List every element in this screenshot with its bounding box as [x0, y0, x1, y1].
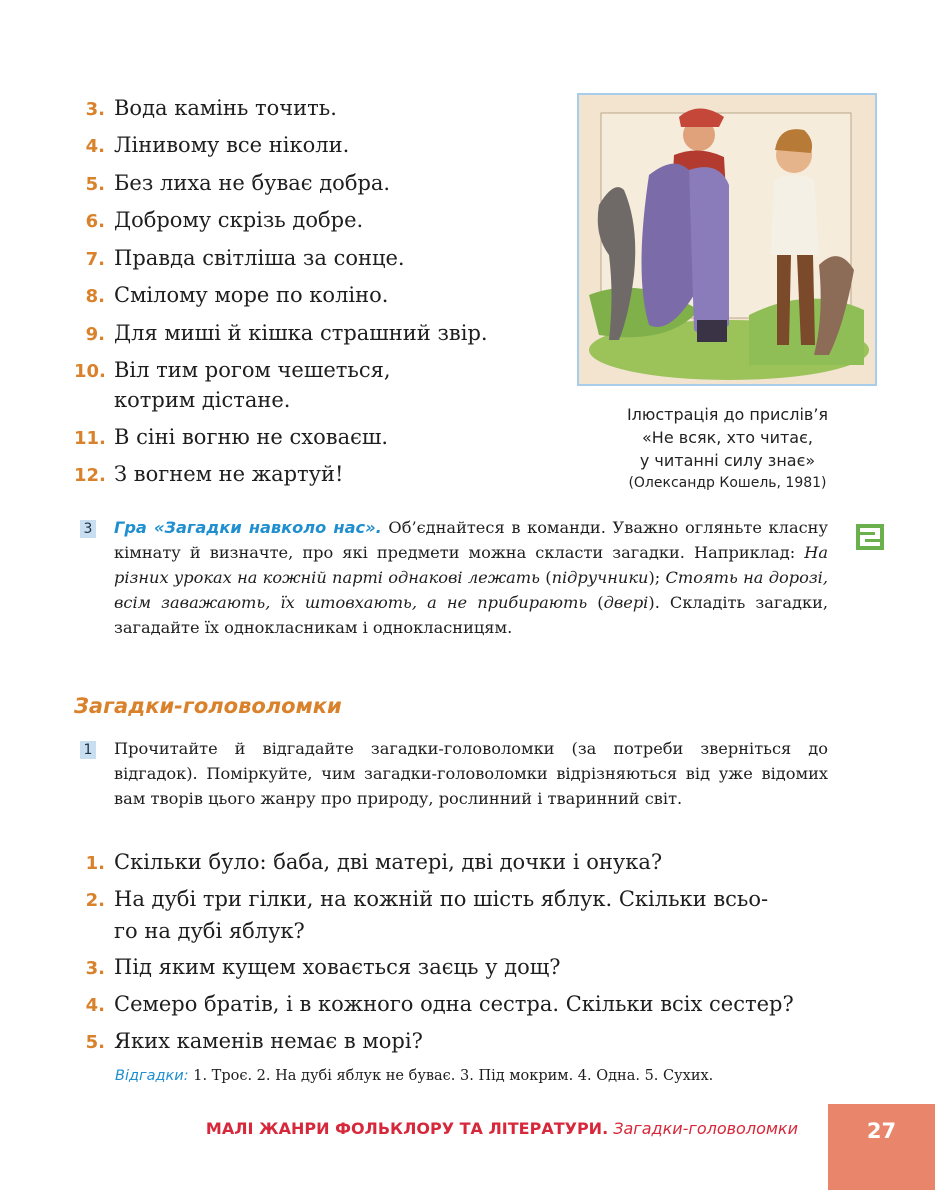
illustration-image — [577, 93, 877, 386]
riddle-text-continuation: го на дубі яблук? — [114, 919, 305, 943]
task-text: ). Складіть загадки, загадайте їх однокласникам і однокласницям. — [114, 593, 828, 637]
footer-chapter-title: МАЛІ ЖАНРИ ФОЛЬКЛОРУ ТА ЛІТЕРАТУРИ. — [205, 1119, 609, 1138]
caption-line: у читанні силу знає» — [639, 451, 816, 470]
task-text: ( — [587, 593, 604, 612]
proverb-text: З вогнем не жартуй! — [114, 462, 344, 486]
riddle-number: 1. — [85, 853, 105, 874]
task-text: ); — [648, 568, 666, 587]
proverb-item — [74, 460, 343, 490]
proverb-item — [74, 356, 391, 414]
group-work-icon — [856, 524, 884, 550]
proverb-text: Без лиха не буває добра. — [114, 171, 391, 195]
riddle-text: На дубі три гілки, на кожній по шість яблук. Скільки всьо- — [114, 887, 769, 911]
riddle-number: 2. — [85, 890, 105, 911]
proverb-text: Доброму скрізь добре. — [114, 208, 364, 232]
proverb-text: Для миші й кішка страшний звір. — [114, 321, 488, 345]
riddle-number: 4. — [85, 995, 105, 1016]
example-riddle: На різних уроках на кожній парті однакові лежать — [114, 543, 828, 587]
proverb-item — [74, 319, 488, 349]
task-1-text: Прочитайте й відгадайте загадки-головоломки (за потреби зверніться до відгадок). Поміркуйте, чим загадки-головоломки відрізняються від уже відомих вам творів цього жанру про природу, рослинний і тваринний світ. — [114, 739, 828, 808]
proverb-item — [74, 94, 337, 124]
proverb-number: 8. — [85, 286, 105, 307]
proverb-number: 12. — [74, 465, 106, 486]
riddle-item — [74, 1026, 834, 1058]
proverb-text: Смілому море по коліно. — [114, 283, 389, 307]
proverb-item — [74, 244, 405, 274]
riddle-item — [74, 989, 834, 1021]
riddle-text: Скільки було: баба, дві матері, дві дочки і онука? — [114, 850, 663, 874]
riddle-item — [74, 952, 834, 984]
riddle-item — [74, 884, 834, 946]
caption-line: Ілюстрація до прислів’я — [626, 405, 829, 424]
caption-line: «Не всяк, хто читає, — [642, 428, 813, 447]
answers-text: 1. Троє. 2. На дубі яблук не буває. 3. Під мокрим. 4. Одна. 5. Сухих. — [188, 1068, 714, 1084]
proverb-text: Правда світліша за сонце. — [114, 246, 405, 270]
caption-source: (Олександр Кошель, 1981) — [628, 475, 827, 491]
example-answer: двері — [603, 593, 649, 612]
proverb-number: 6. — [85, 211, 105, 232]
proverb-text: Віл тим рогом чешеться, — [114, 358, 391, 382]
riddle-text: Яких каменів немає в морі? — [114, 1029, 423, 1053]
riddle-number: 5. — [85, 1032, 105, 1053]
riddle-text: Семеро братів, і в кожного одна сестра. Скільки всіх сестер? — [114, 992, 794, 1016]
example-answer: підручники — [551, 568, 649, 587]
proverb-number: 7. — [85, 249, 105, 270]
page-number: 27 — [828, 1104, 935, 1190]
task-text: Об’єднайтеся в команди. Уважно огляньте класну кімнату й визначте, про які предмети можна скласти загадки. Наприклад: — [114, 518, 828, 562]
footer-topic-title: Загадки-головоломки — [608, 1119, 798, 1138]
proverb-number: 11. — [74, 428, 106, 449]
riddle-number: 3. — [85, 958, 105, 979]
task-number-badge: 3 — [80, 520, 96, 538]
footer-running-title — [206, 1119, 798, 1138]
section-title: Загадки-головоломки — [74, 694, 342, 718]
proverb-text-continuation: котрим дістане. — [114, 388, 291, 412]
proverb-number: 10. — [74, 361, 106, 382]
proverb-number: 5. — [85, 174, 105, 195]
riddle-text: Під яким кущем ховається заєць у дощ? — [114, 955, 561, 979]
proverb-text: Лінивому все ніколи. — [114, 133, 350, 157]
proverb-item — [74, 281, 388, 311]
proverb-text: В сіні вогню не сховаєш. — [114, 425, 389, 449]
proverb-number: 9. — [85, 324, 105, 345]
example-riddle: Стоять на дорозі, всім заважають, їх штовхають, а не прибирають — [114, 568, 828, 612]
proverb-item — [74, 206, 363, 236]
task-number-badge: 1 — [80, 741, 96, 759]
answers-label: Відгадки: — [115, 1068, 189, 1084]
proverb-number: 3. — [85, 99, 105, 120]
task-text: ( — [539, 568, 552, 587]
proverb-item — [74, 423, 388, 453]
task-lead: Гра «Загадки навколо нас». — [114, 518, 382, 537]
proverb-number: 4. — [85, 136, 105, 157]
illustration-caption — [585, 403, 870, 495]
illustration-drawing — [579, 95, 875, 384]
task-3-text — [114, 515, 828, 640]
proverb-text: Вода камінь точить. — [114, 96, 337, 120]
proverb-item — [74, 131, 349, 161]
riddle-item — [74, 847, 834, 879]
answers-line — [115, 1068, 713, 1084]
proverb-item — [74, 169, 390, 199]
